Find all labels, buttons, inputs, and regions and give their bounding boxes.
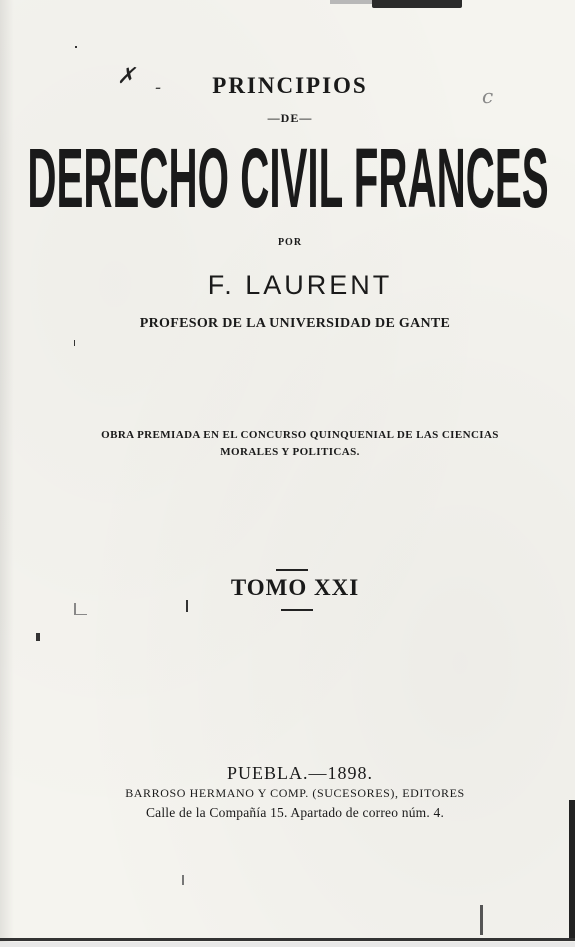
award-note-line-2: MORALES Y POLITICAS.: [220, 446, 360, 458]
imprint-address: Calle de la Compañía 15. Apartado de correo núm. 4.: [145, 805, 445, 820]
author-name: F. LAURENT: [207, 270, 393, 300]
award-note-line-1: OBRA PREMIADA EN EL CONCURSO QUINQUENIAL DE LAS CIENCIAS: [101, 429, 499, 441]
page-bottom-margin: [0, 942, 575, 947]
handwritten-mark: ✗: [117, 64, 136, 89]
imprint-place-year: PUEBLA.—1898.: [226, 763, 373, 783]
by-line: POR: [277, 237, 303, 248]
ink-speck: [186, 600, 188, 612]
ink-speck: [74, 340, 75, 346]
page-edge-shadow: [569, 800, 575, 940]
ink-speck: [75, 46, 77, 48]
volume-rule-bottom: [281, 609, 313, 611]
ink-speck: [480, 905, 483, 935]
author-affiliation: PROFESOR DE LA UNIVERSIDAD DE GANTE: [139, 316, 451, 331]
handwritten-dash: -: [155, 77, 162, 98]
main-title-container: [0, 136, 575, 226]
volume-number: TOMO XXI: [230, 575, 360, 600]
connector-de: —DE—: [267, 111, 313, 125]
series-title: PRINCIPIOS: [212, 73, 368, 98]
handwritten-mark: c: [482, 84, 494, 108]
ink-speck: [75, 614, 87, 615]
volume-rule-top: [276, 569, 308, 571]
imprint-publisher: BARROSO HERMANO Y COMP. (SUCESORES), EDITORES: [125, 786, 465, 800]
ink-speck: [182, 875, 184, 885]
ink-speck: [36, 633, 40, 641]
page-bottom-edge: [0, 938, 575, 941]
main-title: DERECHO CIVIL FRANCES: [26, 136, 549, 225]
paper-tab: [372, 0, 462, 8]
